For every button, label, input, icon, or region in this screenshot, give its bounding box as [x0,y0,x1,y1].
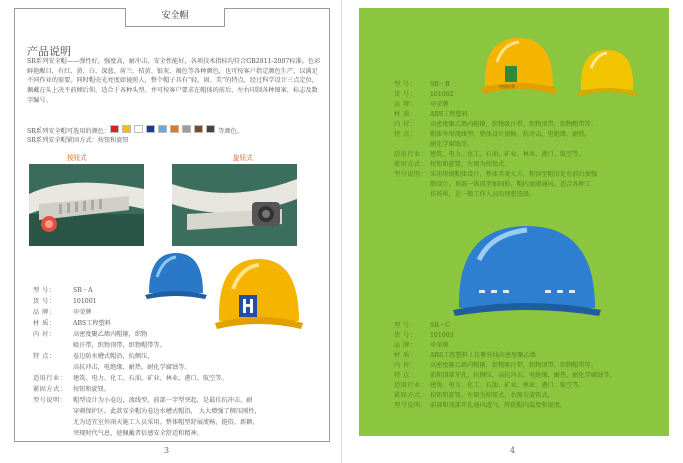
color-swatches [110,125,218,135]
spec-value: 申荣牌 [430,101,449,108]
spec-continuation: 吸汗带，织物顶带，织物帽带等。 [73,342,166,349]
spec-value: ABS工程塑料 [73,320,112,327]
spec-value: 建筑、电力、化工、石油、矿业、林业、港口、航空等。 [73,375,228,382]
spec-value: SR－A [73,287,93,294]
spec-value: SR－B [430,81,450,88]
spec-row [33,395,333,406]
spec-label: 特 点： [394,372,417,379]
spec-label: 特 点： [33,353,56,360]
spec-value: 101001 [73,298,97,305]
spec-label: 型号说明： [394,171,428,178]
spec-row [394,331,662,341]
color-swatch [194,125,203,133]
spec-continuation: 作场所，是一般工作人员的理想选择。 [430,191,536,198]
spec-label: 品 牌： [394,342,417,349]
spec-value: 按钮和旋钮，左图为按钮式。 [430,161,511,168]
spec-row [394,381,662,391]
spec-row [394,160,662,170]
color-swatch [134,125,143,133]
spec-row [33,307,333,318]
spec-value: ABS工程塑料 / 抗紫外线高密度聚乙烯 [430,352,536,359]
spec-label: 内 衬： [394,121,417,128]
color-swatch [206,125,215,133]
color-swatch [182,125,191,133]
spec-row [33,351,333,362]
page-number-left: 3 [164,446,170,455]
spec-continuation: 穿刺保护区。此款安全帽为卷边水槽式帽沿， 大大增强了侧压刚性， [73,408,261,415]
spec-continuation: 尤为适宜室外雨天施工人员采用。整体帽型舒展流畅，挺俗，新颖， [73,419,259,426]
spec-value: 帽体外形流线型，整体设计流畅，抗冲击，电绝缘，耐热， [430,131,591,138]
spec-row [394,371,662,381]
spec-label: 适用行业： [394,151,428,158]
spec-value: 按钮和旋钮，左图为按钮式，右图为旋钮式。 [430,392,554,399]
spec-value: SR－C [430,322,450,329]
spec-value: 申荣牌 [73,309,92,316]
color-suffix: 等颜色。 [218,127,243,135]
spec-label: 紧固方式： [394,392,428,399]
spec-row [394,361,662,371]
spec-value: 前和顶部开孔，抗侧压，高抗冲击，电绝缘，耐热，耐化学腐蚀等。 [430,372,616,379]
spec-label: 紧固方式： [33,386,67,393]
section-title: 产品说明 [27,45,71,58]
color-swatch [170,125,179,133]
blue-helmet-c-image [449,220,604,320]
spec-label: 材 质： [33,320,56,327]
left-frame [14,8,330,442]
spec-label: 紧固方式： [394,161,428,168]
page-number-right: 4 [510,446,516,455]
spec-row [394,100,662,110]
spec-label: 型 号： [33,287,56,294]
adjust-note: SR系列安全帽紧固方式：按钮和旋钮 [27,137,129,144]
left-page [0,0,341,463]
spec-row [33,318,333,329]
spec-label: 品 牌： [33,309,56,316]
spec-label: 型 号： [394,322,417,329]
button-type-label: 按钮式 [67,154,87,162]
product-description: SR系列安全帽——弹性好，强度高，耐冲击，安全性能好，各项技术指标均符合GB2811-2007标准。色彩鲜艳醒目，有红、黄、白、深蓝、荷兰、桔黄、银灰、褐色等各种颜色，也可按客户指定颜色生产，以满足不同作业的需要。同时帽壳光亮度如镜照人，整个帽子具有“轻、固、美”的特点，经过科学设计三点定位，佩戴在头上决不前倾后仰，适合于各种头型。并可按客户要求在帽体的前后、左右印制各种图案，标志及数字编号。 [27,58,321,104]
spec-row [394,110,662,120]
color-swatch [158,125,167,133]
spec-continuation: 耐化学腐蚀等。 [430,141,474,148]
spec-label: 型 号： [394,81,417,88]
tab-title: 安全帽 [125,8,225,27]
spec-value: 按钮和旋钮。 [73,386,111,393]
specs-sr-c [394,321,662,411]
spec-value: ABS工程塑料 [430,111,469,118]
specs-sr-b [394,80,662,200]
spec-row [394,351,662,361]
color-swatch [110,125,119,133]
spec-value: 前部和顶部开孔通风透气，降低帽内温度和湿度。 [430,402,567,409]
spec-label: 型号说明： [394,402,428,409]
spec-row [394,321,662,331]
spec-value: 帽型设计为小卷边，流线型，前部一字型突起，是最佳抗冲击、耐 [73,397,253,404]
spec-row [394,150,662,160]
spec-continuation: 突现时代气息，使佩戴者倍感安全舒适和精神。 [73,430,203,437]
svg-text:中国申荣: 中国申荣 [499,84,515,89]
spec-label: 适用行业： [394,382,428,389]
spec-row [394,120,662,130]
left-specs [33,285,333,439]
spec-value: 申荣牌 [430,342,449,349]
spec-row [394,80,662,90]
spec-label: 特 点： [394,131,417,138]
spec-value: 101002 [430,91,454,98]
spec-row [394,391,662,401]
spec-value: 采用传统帽体设计，整体美观大方，帽顶至帽沿处有前后加强 [430,171,598,178]
spec-row [33,296,333,307]
spec-row [33,329,333,340]
spec-row [394,401,662,411]
spec-label: 品 牌： [394,101,417,108]
knob-suspension-photo [172,164,297,246]
spec-value: 高密度聚乙烯内帽箍，织物 [73,331,148,338]
spec-row [33,384,333,395]
green-panel [359,8,669,436]
spec-value: 建筑、电力、化工、石油、矿业、林业、港口、航空等。 [430,151,585,158]
color-swatch [122,125,131,133]
spec-row [394,341,662,351]
spec-row [394,130,662,140]
spec-continuation: 筋设计，顶部一体成型加固肋，帽内宽敞通风。适合各种工 [430,181,591,188]
color-label: SR系列安全帽可选用的颜色： [27,127,111,135]
spec-value: 高密度聚乙烯内帽箍，织物吸汗带，织物顶带，织物帽带等。 [430,362,598,369]
color-options [27,125,243,135]
spec-row [33,373,333,384]
spec-label: 货 号： [394,332,417,339]
spec-label: 内 衬： [33,331,56,338]
spec-value: 卷边防水槽式帽沿，抗侧压， [73,353,154,360]
color-swatch [146,125,155,133]
right-page [342,0,683,463]
spec-row [394,170,662,180]
spec-label: 材 质： [394,352,417,359]
spec-label: 内 衬： [394,362,417,369]
spec-row [394,90,662,100]
button-suspension-photo [29,164,144,246]
spec-label: 型号说明： [33,397,67,404]
spec-label: 货 号： [33,298,56,305]
knob-type-label: 旋钮式 [233,154,253,162]
spec-label: 货 号： [394,91,417,98]
spec-label: 材 质： [394,111,417,118]
spec-value: 高密度聚乙烯内帽箍，织物吸汗带，织物顶带，织物帽带等。 [430,121,598,128]
spec-label: 适用行业： [33,375,67,382]
spec-value: 101003 [430,332,454,339]
spec-row [33,285,333,296]
spec-continuation: 高抗冲击，电绝缘，耐热，耐化学腐蚀等。 [73,364,191,371]
spec-value: 建筑、电力、化工、石油、矿业、林业、港口、航空等。 [430,382,585,389]
